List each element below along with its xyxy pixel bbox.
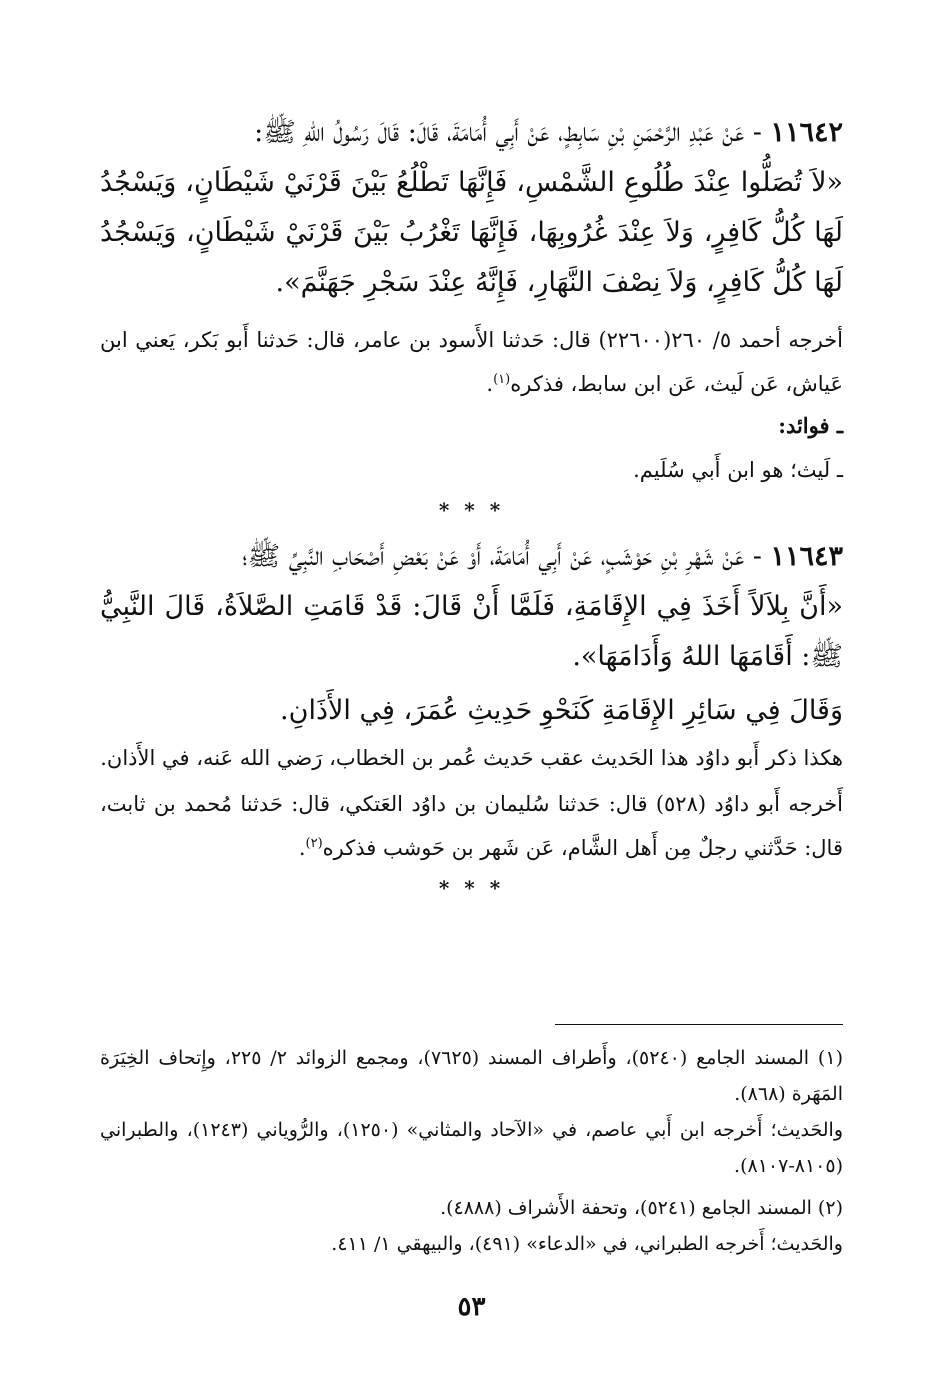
takhrij-text: أَخرجه أَبو داوُد (٥٢٨) قال: حَدثنا سُليمان بن داوُد العَتكي، قال: حَدثنا مُحمد بن ثابت، قال: حَدَّثني رجلٌ مِن أَهل الشَّام، عَن شَهر بن حَوشب فذكره (100, 792, 843, 860)
hadith-11643 (100, 532, 843, 736)
benefits-heading: ـ فوائد: (778, 413, 843, 438)
section-separator: * * * (438, 498, 505, 522)
hadith-isnad: - عَنْ شَهْرِ بْنِ حَوْشَبٍ، عَنْ أَبِي أُمَامَةَ، أَوْ عَنْ بَعْضِ أَصْحَابِ النَّبِيِّ ﷺ؛ (242, 541, 762, 572)
footnote-main: (٢) المسند الجامع (٥٢٤١)، وتحفة الأَشراف (٤٨٨٨). (440, 1197, 843, 1219)
footnotes (100, 1040, 843, 1268)
footnote-rule (555, 1024, 843, 1025)
takhrij-paragraph: أَخرجه أَبو داوُد (٥٢٨) قال: حَدثنا سُليمان بن داوُد العَتكي، قال: حَدثنا مُحمد بن ثابت، قال: حَدَّثني رجلٌ مِن أَهل الشَّام، عَن شَهر بن حَوشب فذكره$^{(٢)}$. (100, 792, 843, 860)
hadith-matn: «أَنَّ بِلاَلاً أَخَذَ فِي الإِقَامَةِ، فَلَمَّا أَنْ قَالَ: قَدْ قَامَتِ الصَّلاَةُ، قَالَ النَّبِيُّ ﷺ: أَقَامَهَا اللهُ وَأَدَامَهَا». (100, 591, 843, 672)
hadith-isnad: - عَنْ عَبْدِ الرَّحْمَنِ بْنِ سَابِطٍ، عَنْ أَبِي أُمَامَةَ، قَالَ: قَالَ رَسُولُ اللهِ ﷺ: (254, 117, 762, 148)
footnote-1 (100, 1040, 843, 1184)
takhrij-text: أخرجه أحمد ٥/ ٢٦٠(٢٢٦٠٠) قال: حَدثنا الأَسود بن عامر، قال: حَدثنا أَبو بَكر، يَعني ابن عَياش، عَن لَيث، عَن ابن سابط، فذكره (100, 328, 843, 396)
hadith-addition: وَقَالَ فِي سَائِرِ الإِقَامَةِ كَنَحْوِ حَدِيثِ عُمَرَ، فِي الأَذَانِ. (280, 695, 843, 726)
page-number: ٥٣ (457, 1292, 486, 1322)
hadith-matn: «لاَ تُصَلُّوا عِنْدَ طُلُوعِ الشَّمْسِ، فَإِنَّهَا تَطْلُعُ بَيْنَ قَرْنَيْ شَيْطَانٍ، وَيَسْجُدُ لَهَا كُلُّ كَافِرٍ، وَلاَ عِنْدَ غُرُوبِهَا، فَإِنَّهَا تَغْرُبُ بَيْنَ قَرْنَيْ شَيْطَانٍ، وَيَسْجُدُ لَهَا كُلُّ كَافِرٍ، وَلاَ نِصْفَ النَّهَارِ، فَإِنَّهُ عِنْدَ سَجْرِ جَهَنَّمَ». (100, 167, 843, 298)
hadith-chain (100, 532, 843, 582)
hadith-number: ١١٦٤٣ (770, 541, 843, 572)
footnote-main: (١) المسند الجامع (٥٢٤٠)، وأَطراف المسند (٧٦٢٥)، ومجمع الزوائد ٢/ ٢٢٥، وإِتحاف الخِيَرَة المَهَرة (٨٦٨). (100, 1047, 843, 1105)
footnote-extra: والحَديث؛ أَخرجه ابن أَبي عاصم، في «الآحاد والمثاني» (١٢٥٠)، والرُّوياني (١٢٤٣)، والطبراني (٨١٠٥-٨١٠٧). (100, 1119, 843, 1177)
hadith-chain (100, 108, 843, 158)
hadith-number: ١١٦٤٢ (770, 117, 843, 148)
takhrij-paragraph: أخرجه أحمد ٥/ ٢٦٠(٢٢٦٠٠) قال: حَدثنا الأَسود بن عامر، قال: حَدثنا أَبو بَكر، يَعني ابن عَياش، عَن لَيث، عَن ابن سابط، فذكره$^{(١)}$. (100, 328, 843, 396)
benefit-item: ـ لَيث؛ هو ابن أَبي سُلَيم. (633, 458, 843, 482)
page-content (100, 108, 843, 1383)
footnote-ref[interactable]: (١) (493, 372, 511, 387)
footnote-extra: والحَديث؛ أَخرجه الطبراني، في «الدعاء» (٤٩١)، والبيهقي ١/ ٤١١. (331, 1233, 843, 1255)
footnote-ref[interactable]: (٢) (305, 836, 323, 851)
hadith-11642 (100, 108, 843, 308)
section-separator: * * * (438, 876, 505, 900)
editor-note: هكذا ذكر أَبو داوُد هذا الحَديث عقب حَديث عُمر بن الخطاب، رَضي الله عَنه، في الأَذان. (100, 746, 843, 770)
footnote-2 (100, 1190, 843, 1262)
